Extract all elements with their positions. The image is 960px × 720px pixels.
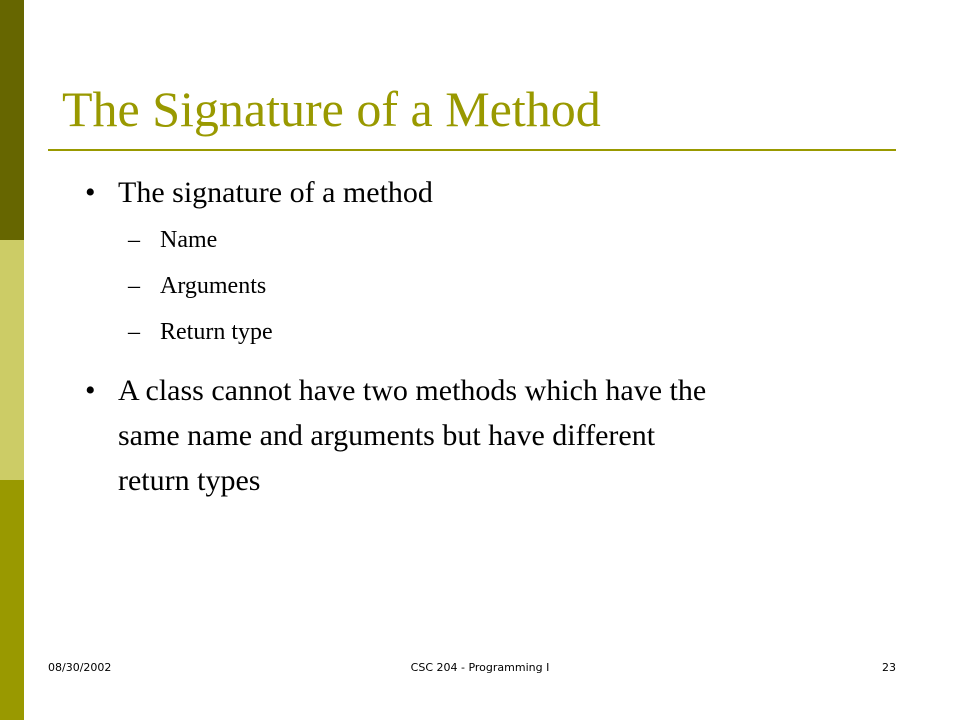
slide-title: The Signature of a Method [62, 81, 601, 137]
footer-page-number: 23 [882, 661, 896, 674]
bullet-marker: • [85, 176, 96, 209]
sub-item-return-type: Return type [160, 319, 273, 345]
sub-bullet-marker: – [128, 319, 140, 345]
bullet-2-line-2: same name and arguments but have different [118, 419, 656, 452]
bullet-1-text: The signature of a method [118, 176, 433, 209]
bullet-marker: • [85, 374, 96, 407]
footer-course: CSC 204 - Programming I [410, 661, 550, 674]
sub-bullet-marker: – [128, 273, 140, 299]
sub-item-name: Name [160, 227, 218, 253]
sub-item-arguments: Arguments [160, 273, 267, 299]
bullet-2-line-1: A class cannot have two methods which have the [118, 374, 707, 407]
bullet-2-line-3: return types [118, 464, 261, 497]
sub-bullet-marker: – [128, 227, 140, 253]
footer-date: 08/30/2002 [48, 661, 112, 674]
